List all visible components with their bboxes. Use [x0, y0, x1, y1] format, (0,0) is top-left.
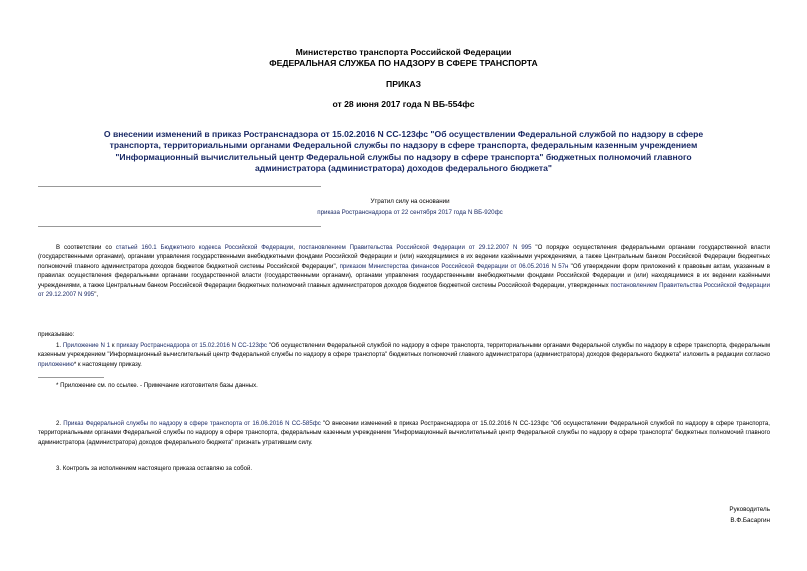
link-appendix-1[interactable]: Приложение N 1 — [62, 342, 111, 349]
preamble-text: , — [293, 244, 299, 251]
separator-top — [38, 186, 321, 187]
link-order-123[interactable]: приказу Ространснадзора от 15.02.2016 N СС-123фс — [116, 342, 267, 349]
document-type: ПРИКАЗ — [386, 79, 421, 89]
item-text: * к настоящему приказу. — [73, 360, 142, 368]
item-2-paragraph — [38, 419, 770, 447]
item-3-paragraph: 3. Контроль за исполнением настоящего приказа оставляю за собой. — [56, 465, 253, 472]
preamble-text: "Об утверждении форм приложений к правовым актам, указанным в правилах осуществления федеральными органами государственной власти (государственными органами), органами управления государственными внебюджетными фондами Российской Федерации и (или) находящимися в их ведении казёнными учреждениями, а также Центральным банком Российской Федерации бюджетных полномочий главных администраторов доходов бюджетов бюджетной системы Российской Федерации, утвержденных — [38, 262, 770, 289]
link-government-decree[interactable]: постановлением Правительства Российской Федерации от 29.12.2007 N 995 — [298, 244, 532, 251]
link-government-decree-2[interactable]: постановлением Правительства Российской Федерации от 29.12.2007 N 995 — [38, 281, 770, 299]
document-date-number: от 28 июня 2017 года N ВБ-554фс — [332, 99, 475, 109]
item-text: "Об осуществлении Федеральной службой по надзору в сфере транспорта, территориальными органами Федеральной службы по надзору в сфере транспорта, федеральным казенным учреждением "Информационный вычислительный центр Федеральной службы по надзору в сфере транспорта" бюджетных полномочий главного администратора (администратора) доходов федерального бюджета" изложить в редакции согласно — [38, 342, 771, 359]
link-order-585[interactable]: Приказ Федеральной службы по надзору в сфере транспорта от 16.06.2016 N СС-585фс — [63, 420, 321, 427]
item-text: 2. — [56, 420, 64, 427]
footnote: * Приложение см. по ссылке. - Примечание изготовителя базы данных. — [56, 382, 258, 389]
signature-block — [690, 505, 770, 526]
link-minfin-order[interactable]: приказом Министерства финансов Российской Федерации от 06.05.2016 N 57н — [339, 262, 569, 270]
order-word: приказываю: — [38, 331, 75, 338]
service-name: ФЕДЕРАЛЬНАЯ СЛУЖБА ПО НАДЗОРУ В СФЕРЕ ТРАНСПОРТА — [269, 58, 538, 68]
status-note-link[interactable]: приказа Ространснадзора от 22 сентября 2017 года N ВБ-920фс — [317, 209, 503, 216]
signatory-position: Руководитель — [729, 506, 770, 513]
item-1-paragraph — [38, 341, 770, 369]
separator-bottom — [38, 226, 321, 227]
status-note-text: Утратил силу на основании — [370, 198, 450, 205]
footnote-separator — [38, 377, 104, 378]
preamble-paragraph — [38, 243, 770, 299]
item-text: к — [110, 342, 117, 349]
status-note — [270, 196, 550, 218]
link-budget-code[interactable]: статьей 160.1 Бюджетного кодекса Российской Федерации — [115, 244, 294, 251]
signatory-name: В.Ф.Басаргин — [730, 516, 770, 524]
item-text: 1. — [56, 342, 63, 349]
link-appendix[interactable]: приложению — [38, 360, 74, 368]
item-text: "О внесении изменений в приказ Ространснадзора от 15.02.2016 N СС-123фс "Об осуществлении Федеральной службой по надзору в сфере транспорта, территориальными органами Федеральной службы по надзору в сфере транспорта, федеральным казенным учреждением "Информационный вычислительный центр Федеральной службы по надзору в сфере транспорта" бюджетных полномочий главного администратора (администратора) доходов федерального бюджета" признать утратившим силу. — [38, 420, 771, 446]
document-title: О внесении изменений в приказ Ространснадзора от 15.02.2016 N СС-123фс "Об осуществлении Федеральной службой по надзору в сфере транспорта, территориальными органами Федеральной службы по надзору в сфере транспорта, федеральным казенным учреждением "Информационный вычислительный центр Федеральной службы по надзору в сфере транспорта" бюджетных полномочий главного администратора (администратора) доходов федерального бюджета" — [103, 129, 704, 173]
ministry-name: Министерство транспорта Российской Федерации — [295, 47, 512, 57]
preamble-text: "О порядке осуществления федеральными органами государственной власти (государственными органами), органами управления государственными внебюджетными фондами Российской Федерации и (или) находящимися в их ведении казёнными учреждениями, а также Центральным банком Российской Федерации бюджетных полномочий главного администратора доходов бюджетов бюджетной системы Российской Федерации", — [38, 244, 770, 270]
preamble-text: ", — [94, 291, 99, 299]
preamble-text: В соответствии со — [56, 244, 116, 251]
